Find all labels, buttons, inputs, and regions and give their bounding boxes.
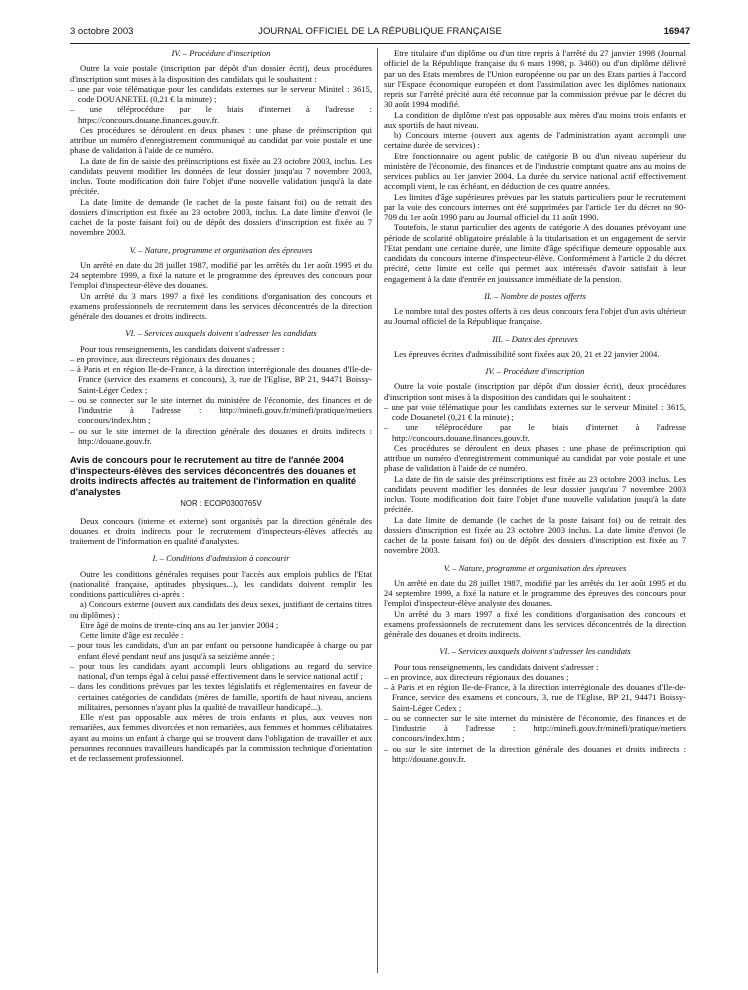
section-title: VI. – Services auxquels doivent s'adresser les candidats <box>125 328 317 339</box>
section-title: VI. – Services auxquels doivent s'adresser les candidats <box>439 646 631 657</box>
list-item: – pour tous les candidats, d'un an par enfant ou personne handicapée à charge ou par enfant élevé pendant neuf ans jusqu'à sa seizième année ; <box>70 640 372 661</box>
list-item: – une téléprocédure par le biais d'internet à l'adresse : https://concours.douane.finances.gouv.fr. <box>70 104 372 125</box>
header-rule <box>70 43 690 44</box>
left-column <box>70 48 372 978</box>
paragraph: Les épreuves écrites d'admissibilité sont fixées aux 20, 21 et 22 janvier 2004. <box>394 348 660 359</box>
list-item: – pour tous les candidats ayant accompli leurs obligations au regard du service national, d'un temps égal à celui passé effectivement dans le service national actif ; <box>70 661 372 682</box>
paragraph: Pour tous renseignements, les candidats doivent s'adresser : <box>80 343 285 354</box>
list-item: – une par voie télématique pour les candidats externes sur le serveur Minitel : 3615, code Douanetel (0,21 € la minute) ; <box>384 402 686 423</box>
paragraph: Un arrêté du 3 mars 1997 a fixé les conditions d'organisation des concours et examens professionnels de recrutement dans les services déconcentrés de la direction générale des douanes et droits indirects. <box>70 290 372 321</box>
paragraph: Ces procédures se déroulent en deux phases : une phase de préinscription qui attribue un numéro d'enregistrement communiqué au candidat par voie postale et une phase de validation à l'aide de ce numéro. <box>70 124 372 156</box>
paragraph: Un arrêté en date du 28 juillet 1987, modifié par les arrêtés du 1er août 1995 et du 24 septembre 1999, a fixé la nature et le programme des épreuves des concours pour l'emploi d'inspecteur-élève des douanes. <box>70 259 372 291</box>
paragraph: Etre âgé de moins de trente-cinq ans au 1er janvier 2004 ; <box>80 619 279 630</box>
paragraph: Elle n'est pas opposable aux mères de trois enfants et plus, aux veuves non remariées, aux femmes divorcées et non remariées, aux femmes et hommes célibataires ayant au moins un enfant à charge qui se trouvent dans l'obligation de travailler et aux personnes reconnues travailleurs handicapés par la commission technique d'orientation et de reclassement professionnel. <box>70 712 372 764</box>
header-date: 3 octobre 2003 <box>70 26 134 37</box>
paragraph: Etre titulaire d'un diplôme ou d'un titre repris à l'arrêté du 27 janvier 1998 (Journal officiel de la République française du 6 mars 1998, p. 3460) ou d'un diplôme délivré par un des Etats membres de l'Union européenne ou par un des Etats parties à l'accord sur l'Espace économique européen et dont l'assimilation avec les diplômes nationaux repris sur l'arrêté précité aura été reconnue par la commission prévue par le décret du 30 août 1994 modifié. <box>384 48 686 110</box>
paragraph: La date de fin de saisie des préinscriptions est fixée au 23 octobre 2003 inclus. Les candidats peuvent modifier les données de leur dossier jusqu'au 7 novembre 2003 inclus. Toute modification doit faire l'objet d'une nouvelle validation jusqu'à la date précitée. <box>384 473 686 515</box>
list-item: – ou se connecter sur le site internet du ministère de l'économie, des finances et de l'industrie à l'adresse : http://minefi.gouv.fr/minefi/pratique/metiers concours/index.htm ; <box>70 395 372 426</box>
list-item: – à Paris et en région Ile-de-France, à la direction interrégionale des douanes d'Ile-de-France, service des examens et concours, 3, rue de l'Eglise, BP 21, 94471 Boissy-Saint-Léger Cedex ; <box>384 682 686 713</box>
list-item: – dans les conditions prévues par les textes législatifs et réglementaires en faveur de certaines catégories de candidats (mères de famille, sportifs de haut niveau, anciens militaires, personnes n'ayant plus la qualité de travailleur handicapé...). <box>70 681 372 712</box>
paragraph: Un arrêté en date du 28 juillet 1987, modifié par les arrêtés du 1er août 1995 et du 24 septembre 1999, a fixé la nature et le programme des épreuves des concours pour l'emploi d'inspecteur-élève analyste des douanes. <box>384 577 686 609</box>
paragraph: Pour tous renseignements, les candidats doivent s'adresser : <box>394 661 599 672</box>
section-title: V. – Nature, programme et organisation des épreuves <box>129 244 313 255</box>
section-title: IV. – Procédure d'inscription <box>171 48 271 58</box>
paragraph: Toutefois, le statut particulier des agents de catégorie A des douanes prévoyant une période de scolarité obligatoire préalable à la titularisation et un engagement de servir l'Etat pendant une certaine durée, une limite d'âge spécifique demeure opposable aux candidats du concours interne d'inspecteur-élève. Conformément à l'article 2 du décret précité, cette limite est celle qui permet aux intéressés d'avoir satisfait à leur engagement à la date d'entrée en jouissance immédiate de la pension. <box>384 222 686 284</box>
paragraph: Etre fonctionnaire ou agent public de catégorie B ou d'un niveau supérieur du ministère de l'économie, des finances et de l'industrie comptant quatre ans au moins de services publics au 1er janvier 2004. La durée du service national actif effectivement accompli vient, le cas échéant, en déduction de ces quatre années. <box>384 150 686 192</box>
paragraph: Les limites d'âge supérieures prévues par les statuts particuliers pour le recrutement par la voie des concours internes ont été supprimées par l'article 1er du décret no 90-709 du 1er août 1990 paru au Journal officiel du 11 août 1990. <box>384 191 686 222</box>
list-item: – une par voie télématique pour les candidats externes sur le serveur Minitel : 3615, code DOUANETEL (0,21 € la minute) ; <box>70 84 372 105</box>
paragraph: b) Concours interne (ouvert aux agents de l'administration ayant accompli une certaine durée de services) : <box>384 130 686 151</box>
list-item: – ou se connecter sur le site internet du ministère de l'économie, des finances et de l'industrie à l'adresse : http://minefi.gouv.fr/minefi/pratique/metiers concours/index.htm ; <box>384 713 686 744</box>
list-item: – ou sur le site internet de la direction générale des douanes et droits indirects : http://douane.gouv.fr. <box>70 426 372 447</box>
list-item: – en province, aux directeurs régionaux des douanes ; <box>70 354 372 364</box>
list <box>384 672 686 764</box>
page-header <box>70 26 690 40</box>
section-title: III. – Dates des épreuves <box>492 333 578 344</box>
list-item: – ou sur le site internet de la direction générale des douanes et droits indirects : http://douane.gouv.fr. <box>384 744 686 765</box>
paragraph: La date limite de demande (le cachet de la poste faisant foi) ou de retrait des dossiers d'inscription est fixée au 23 octobre 2003 inclus. La date limite d'envoi (le cachet de la poste faisant foi) ou de dépôt des dossiers d'inscription est fixée au 7 novembre 2003. <box>384 514 686 556</box>
list <box>70 84 372 125</box>
page-number: 16947 <box>663 26 690 37</box>
column-separator <box>377 48 378 973</box>
paragraph: Outre la voie postale (inscription par dépôt d'un dossier écrit), deux procédures d'inscription sont mises à la disposition des candidats qui le souhaitent : <box>384 381 686 402</box>
section-title: IV. – Procédure d'inscription <box>485 366 585 376</box>
list <box>70 354 372 446</box>
journal-title: JOURNAL OFFICIEL DE LA RÉPUBLIQUE FRANÇAISE <box>258 26 502 37</box>
right-column <box>384 48 686 978</box>
list-item: – une téléprocédure par le biais d'internet à l'adresse http://concours.douane.finances.gouv.fr. <box>384 422 686 443</box>
paragraph: a) Concours externe (ouvert aux candidats des deux sexes, justifiant de certains titres ou diplômes) : <box>70 599 372 620</box>
paragraph: La date de fin de saisie des préinscriptions est fixée au 23 octobre 2003, inclus. Les candidats peuvent modifier les données de leur dossier jusqu'au 7 novembre 2003, inclus. Toute modification doit faire l'objet d'une nouvelle validation jusqu'à la date précitée. <box>70 155 372 197</box>
paragraph: Deux concours (interne et externe) sont organisés par la direction générale des douanes et droits indirects pour le recrutement d'inspecteurs-élèves affectés au traitement de l'information en qualité d'analystes. <box>70 515 372 547</box>
notice-title: Avis de concours pour le recrutement au titre de l'année 2004 d'inspecteurs-élèves des services déconcentrés des douanes et droits indirects affectés au traitement de l'information en qualité d'analystes <box>70 454 357 497</box>
paragraph: La condition de diplôme n'est pas opposable aux mères d'au moins trois enfants et aux sportifs de haut niveau. <box>384 109 686 130</box>
section-title: V. – Nature, programme et organisation des épreuves <box>443 562 627 573</box>
nor-reference: NOR : ECOP0300765V <box>180 499 262 509</box>
section-title: II. – Nombre de postes offerts <box>484 290 586 301</box>
paragraph: Un arrêté du 3 mars 1997 a fixé les conditions d'organisation des concours et examens professionnels de recrutement dans les services déconcentrés de la direction générale des douanes et droits indirects. <box>384 608 686 639</box>
paragraph: Outre les conditions générales requises pour l'accès aux emplois publics de l'Etat (nationalité française, aptitudes physiques...), les candidats doivent remplir les conditions particulières ci-après : <box>70 568 372 600</box>
list-item: – en province, aux directeurs régionaux des douanes ; <box>384 672 686 682</box>
paragraph: Le nombre total des postes offerts à ces deux concours fera l'objet d'un avis ultérieur au Journal officiel de la République française. <box>384 306 686 327</box>
paragraph: La date limite de demande (le cachet de la poste faisant foi) ou de retrait des dossiers d'inscription est fixée au 23 octobre 2003, inclus. La date limite d'envoi (le cachet de la poste faisant foi) ou de dépôt des dossiers d'inscription est fixée au 7 novembre 2003. <box>70 196 372 238</box>
list-item: – à Paris et en région Ile-de-France, à la direction interrégionale des douanes d'Ile-de-France (service des examens et concours), 3, rue de l'Eglise, BP 21, 94471 Boissy-Saint-Léger Cedex ; <box>70 364 372 395</box>
paragraph: Ces procédures se déroulent en deux phases : une phase de préinscription qui attribue un numéro d'enregistrement communiqué au candidat par voie postale et une phase de validation à l'aide de ce numéro. <box>384 442 686 474</box>
section-title: I. – Conditions d'admission à concourir <box>152 553 290 564</box>
paragraph: Cette limite d'âge est reculée : <box>80 630 184 641</box>
list <box>384 402 686 443</box>
paragraph: Outre la voie postale (inscription par dépôt d'un dossier écrit), deux procédures d'inscription sont mises à la disposition des candidats qui le souhaitent : <box>70 63 372 84</box>
list <box>70 640 372 712</box>
